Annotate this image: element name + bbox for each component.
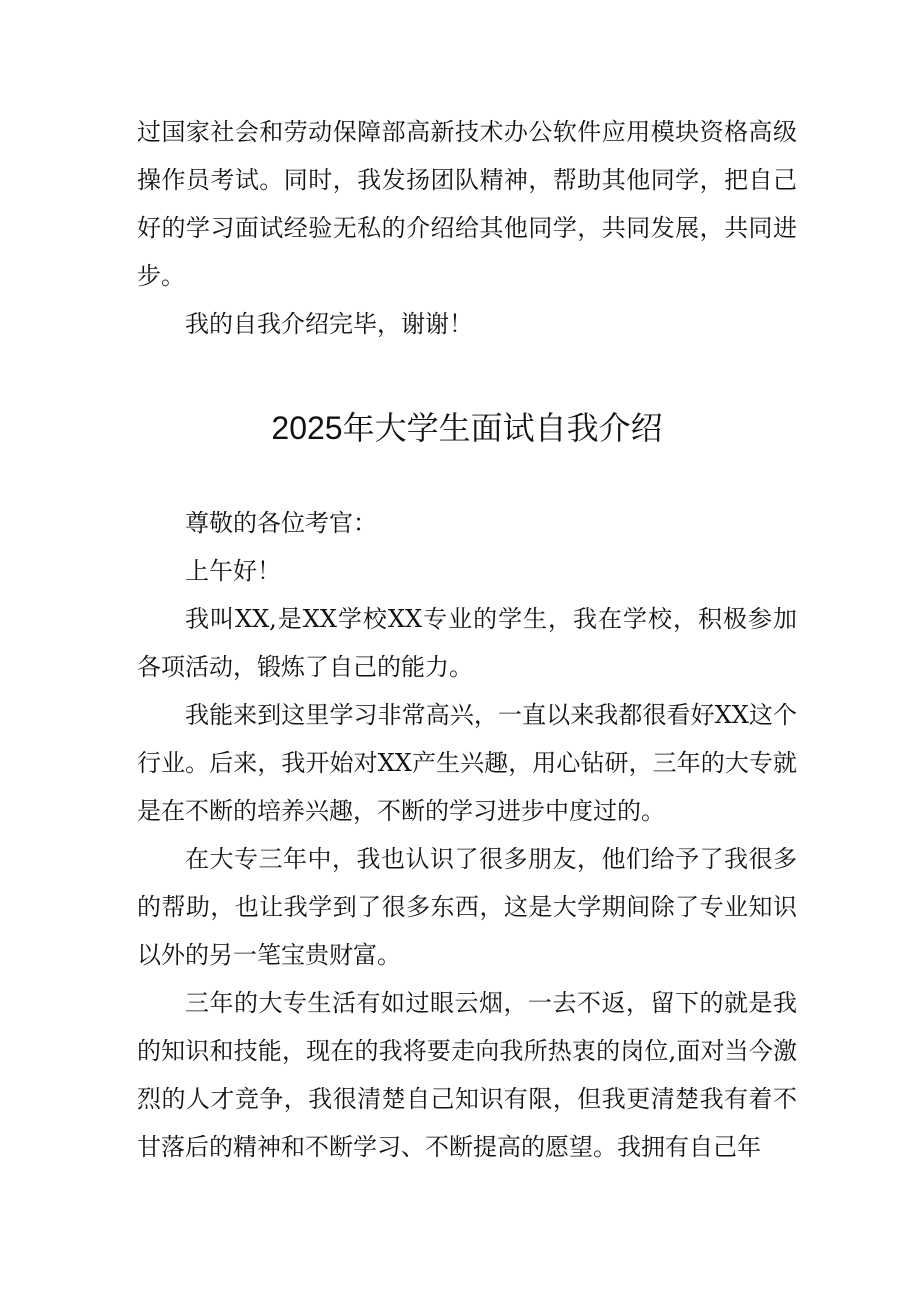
document-title: 2025年大学生面试自我介绍 <box>271 410 663 446</box>
greeting-paragraph: 尊敬的各位考官： <box>185 509 377 537</box>
continuation-section <box>137 108 797 348</box>
body-paragraph-1: 我叫XX,是XX学校XX专业的学生，我在学校，积极参加各项活动，锻炼了自己的能力。 <box>137 605 797 681</box>
continuation-paragraph: 过国家社会和劳动保障部高新技术办公软件应用模块资格高级操作员考试。同时，我发扬团队精神，帮助其他同学，把自己好的学习面试经验无私的介绍给其他同学，共同发展，共同进步。 <box>137 118 797 290</box>
closing-paragraph: 我的自我介绍完毕，谢谢！ <box>185 310 473 338</box>
body-paragraph-3: 在大专三年中，我也认识了很多朋友，他们给予了我很多的帮助，也让我学到了很多东西，这是大学期间除了专业知识以外的另一笔宝贵财富。 <box>137 845 797 969</box>
body-section <box>137 499 797 1171</box>
salutation-paragraph: 上午好！ <box>185 557 281 585</box>
body-paragraph-4: 三年的大专生活有如过眼云烟，一去不返，留下的就是我的知识和技能，现在的我将要走向我所热衷的岗位,面对当今激烈的人才竞争，我很清楚自己知识有限，但我更清楚我有着不甘落后的精神和不断学习、不断提高的愿望。我拥有自己年 <box>137 989 797 1161</box>
body-paragraph-2: 我能来到这里学习非常高兴，一直以来我都很看好XX这个行业。后来，我开始对XX产生兴趣，用心钻研，三年的大专就是在不断的培养兴趣，不断的学习进步中度过的。 <box>137 701 797 825</box>
